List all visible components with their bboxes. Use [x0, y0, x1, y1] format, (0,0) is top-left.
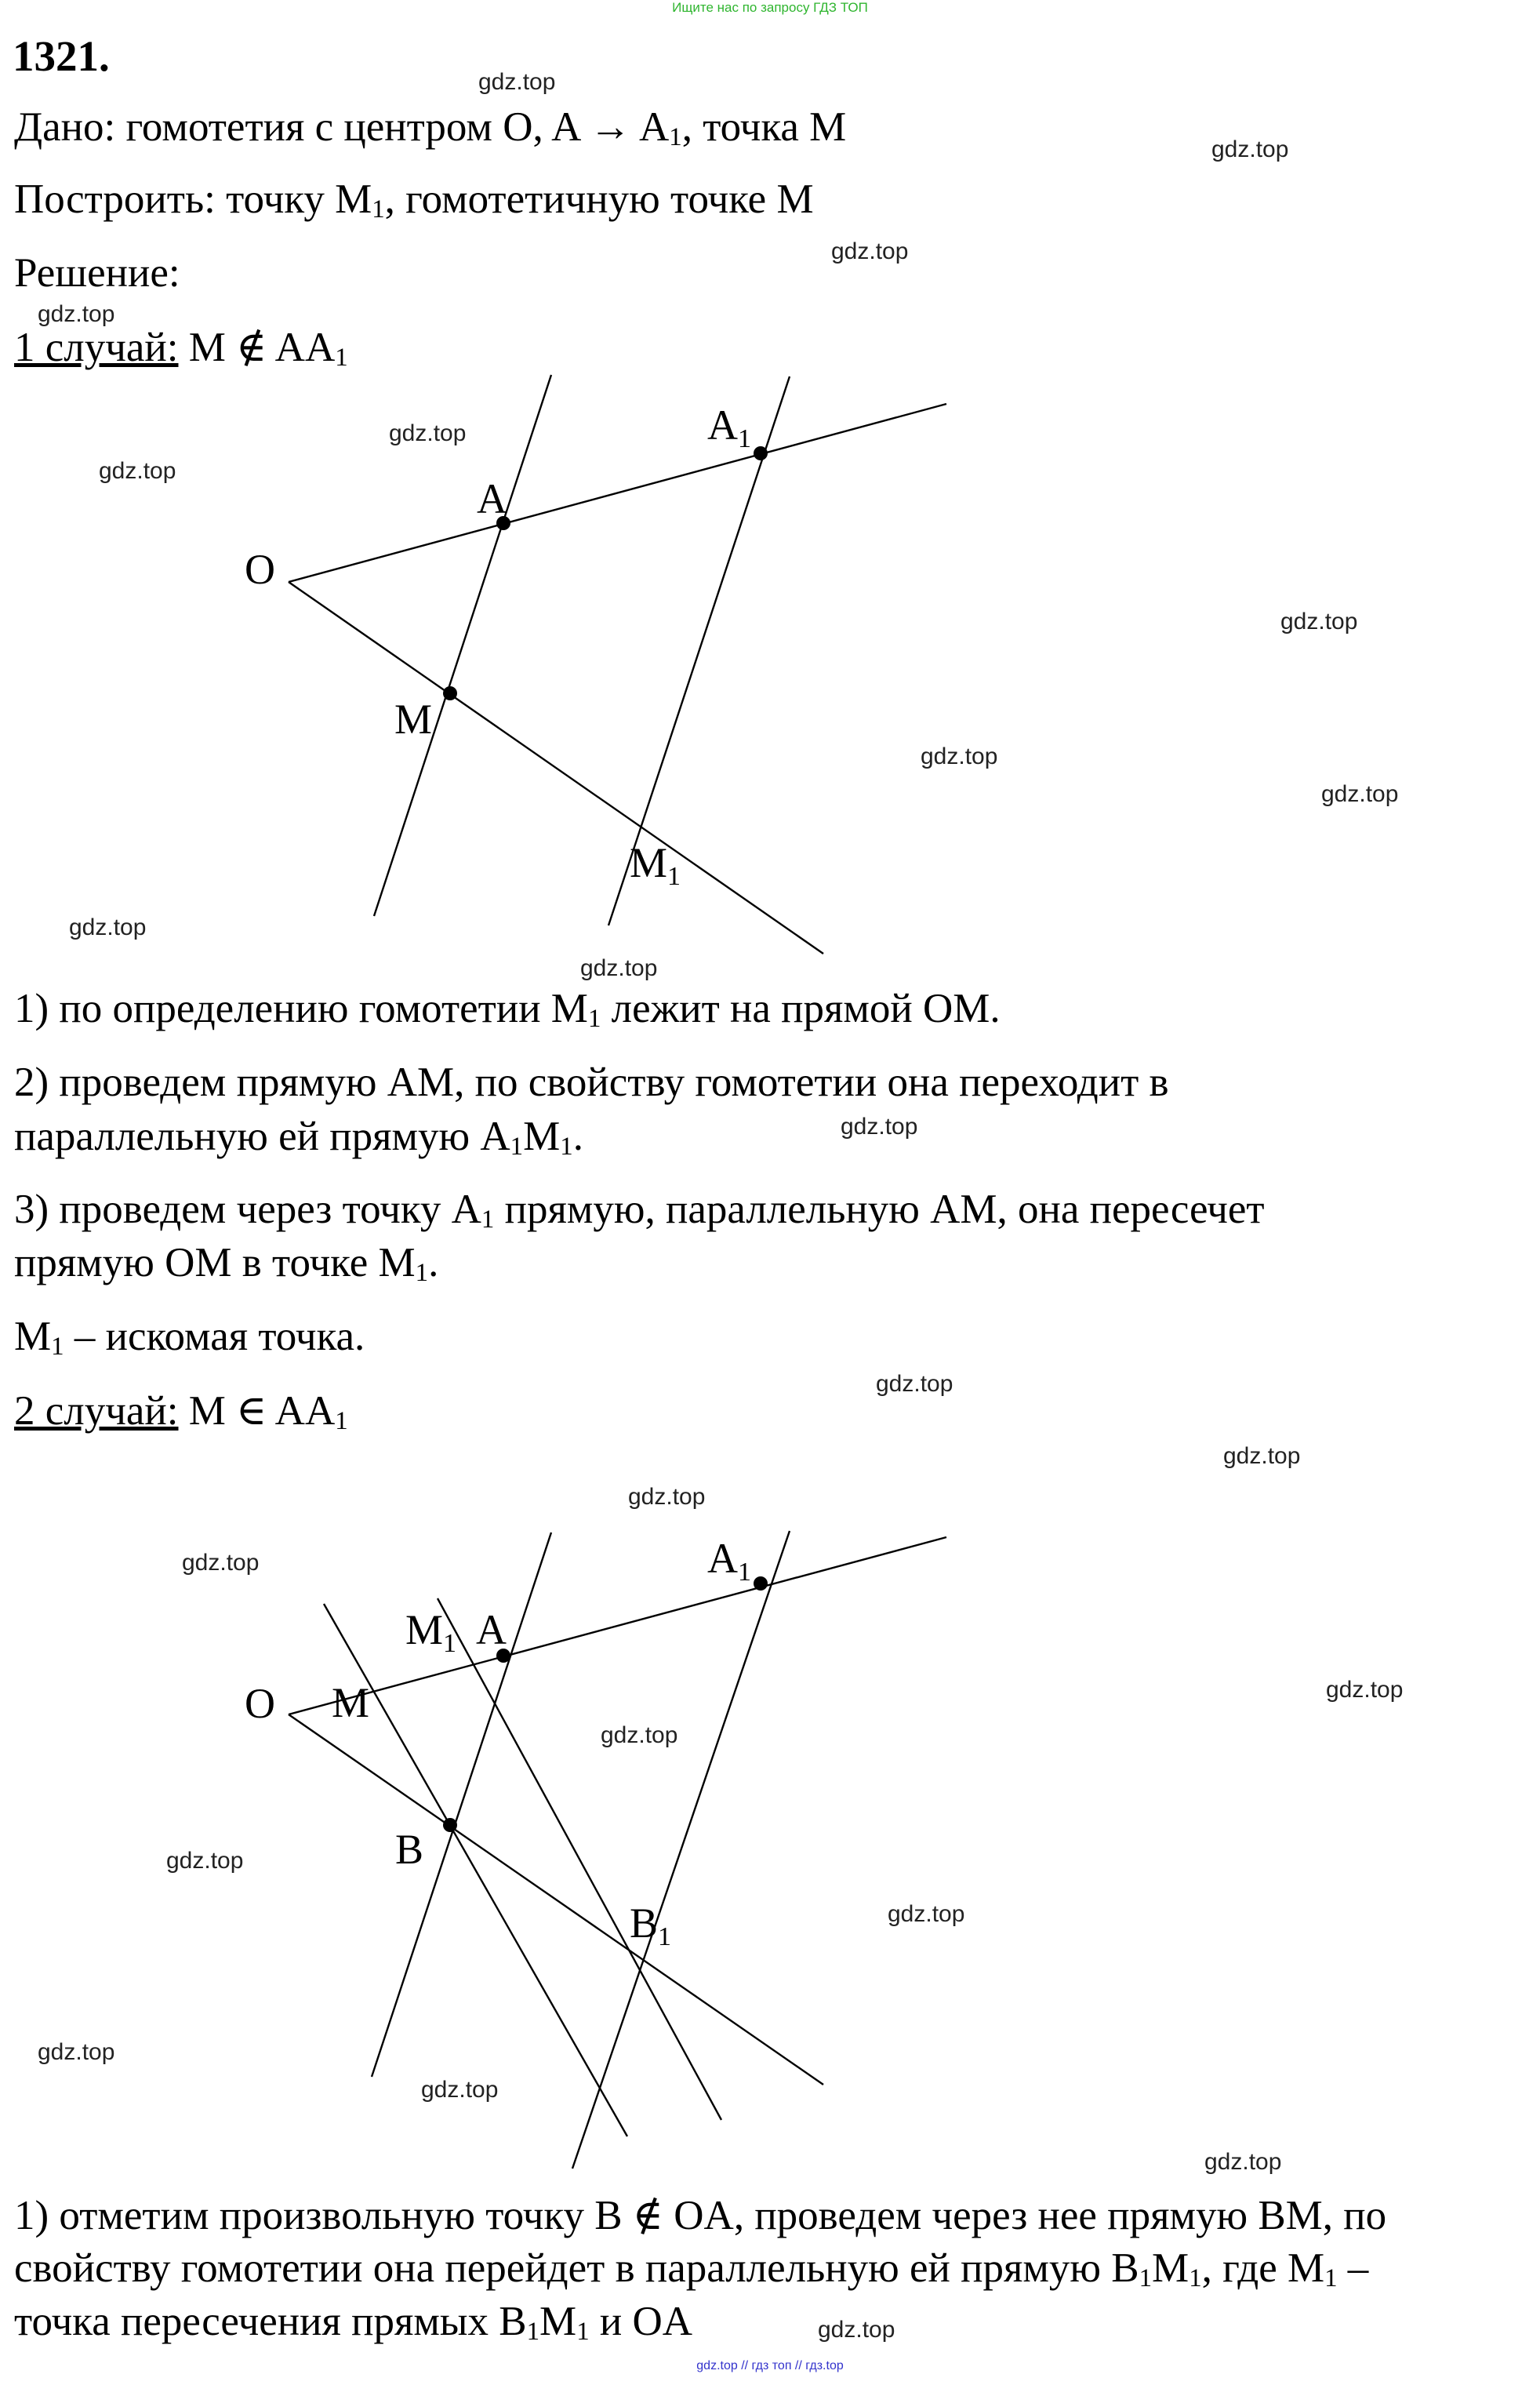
- watermark: gdz.top: [1211, 136, 1289, 162]
- line-AB: [372, 1532, 551, 2077]
- watermark: gdz.top: [876, 1371, 953, 1397]
- label-M: M: [332, 1679, 370, 1726]
- watermark: gdz.top: [99, 458, 176, 484]
- watermark: gdz.top: [601, 1722, 678, 1748]
- step2-1-line2: свойству гомотетии она перейдет в параллельную ей прямую $B_1M_1$, где $M_1$ –: [14, 2245, 1369, 2292]
- diagram-case1: [0, 361, 1540, 973]
- problem-number: 1321.: [13, 32, 110, 80]
- label-M1: M1: [630, 839, 681, 891]
- label-A1: A1: [707, 402, 751, 453]
- line-OM1: [289, 582, 823, 954]
- case1-heading: 1 случай: M ∉ $AA_1$: [14, 325, 348, 372]
- diagram-case2: [0, 1490, 1540, 2180]
- step2-1-line1: 1) отметим произвольную точку B ∉ OA, проведем через нее прямую BM, по: [14, 2193, 1387, 2238]
- watermark: gdz.top: [478, 69, 556, 95]
- step1-1: 1) по определению гомотетии $M_1$ лежит на прямой OM.: [14, 986, 1001, 1033]
- label-O: O: [245, 1680, 275, 1727]
- point-A1: [754, 1576, 768, 1591]
- label-A: A: [476, 1606, 507, 1653]
- point-B: [443, 1818, 457, 1832]
- step1-3-line2: прямую OM в точке $M_1$.: [14, 1240, 439, 1287]
- watermark: gdz.top: [166, 1848, 244, 1874]
- watermark: gdz.top: [921, 743, 998, 769]
- step1-2-line2: параллельную ей прямую $A_1M_1$.: [14, 1114, 583, 1161]
- watermark: gdz.top: [888, 1901, 965, 1927]
- step1-result: $M_1$ – искомая точка.: [14, 1314, 365, 1361]
- watermark: gdz.top: [841, 1114, 918, 1140]
- watermark: gdz.top: [421, 2077, 499, 2103]
- line-OA1: [289, 1537, 946, 1714]
- label-A: A: [477, 475, 507, 522]
- label-O: O: [245, 546, 275, 593]
- watermark: gdz.top: [831, 238, 909, 264]
- construct-line: Построить: точку $M_1$, гомотетичную точке M: [14, 176, 814, 224]
- watermark: gdz.top: [1321, 781, 1399, 807]
- watermark: gdz.top: [38, 301, 115, 327]
- point-A1: [754, 446, 768, 460]
- case2-heading: 2 случай: M ∈ $AA_1$: [14, 1388, 348, 1435]
- step2-1-line3: точка пересечения прямых $B_1M_1$ и OA: [14, 2299, 693, 2346]
- point-M: [443, 686, 457, 700]
- watermark: gdz.top: [818, 2317, 895, 2343]
- line-OB1: [289, 1714, 823, 2085]
- line-A1B1: [572, 1531, 790, 2169]
- watermark: gdz.top: [580, 955, 658, 981]
- label-A1: A1: [707, 1535, 751, 1587]
- label-M1: M1: [405, 1606, 457, 1658]
- line-AM: [374, 375, 551, 916]
- watermark: gdz.top: [1223, 1443, 1301, 1469]
- solution-heading: Решение:: [14, 250, 180, 296]
- watermark: gdz.top: [1204, 2149, 1282, 2175]
- step1-3-line1: 3) проведем через точку $A_1$ прямую, параллельную AM, она пересечет: [14, 1187, 1265, 1234]
- watermark: gdz.top: [69, 914, 147, 940]
- given-line: Дано: гомотетия с центром O, $A \to A_1$, точка M: [14, 104, 847, 151]
- label-B: B: [395, 1826, 424, 1873]
- line-MB: [324, 1604, 627, 2136]
- watermark: gdz.top: [389, 420, 467, 446]
- watermark: gdz.top: [38, 2039, 115, 2065]
- watermark: gdz.top: [1280, 609, 1358, 634]
- watermark: gdz.top: [1326, 1677, 1404, 1703]
- line-OA1: [289, 404, 946, 582]
- watermark: gdz.top: [182, 1550, 260, 1576]
- line-M1B1: [438, 1598, 721, 2120]
- step1-2-line1: 2) проведем прямую AM, по свойству гомотетии она переходит в: [14, 1060, 1169, 1105]
- label-M: M: [394, 696, 433, 743]
- watermark: gdz.top: [628, 1484, 706, 1510]
- header-note: Ищите нас по запросу ГДЗ ТОП: [672, 0, 868, 15]
- label-B1: B1: [630, 1900, 672, 1951]
- footer-note: gdz.top // гдз топ // гдз.top: [696, 2359, 844, 2372]
